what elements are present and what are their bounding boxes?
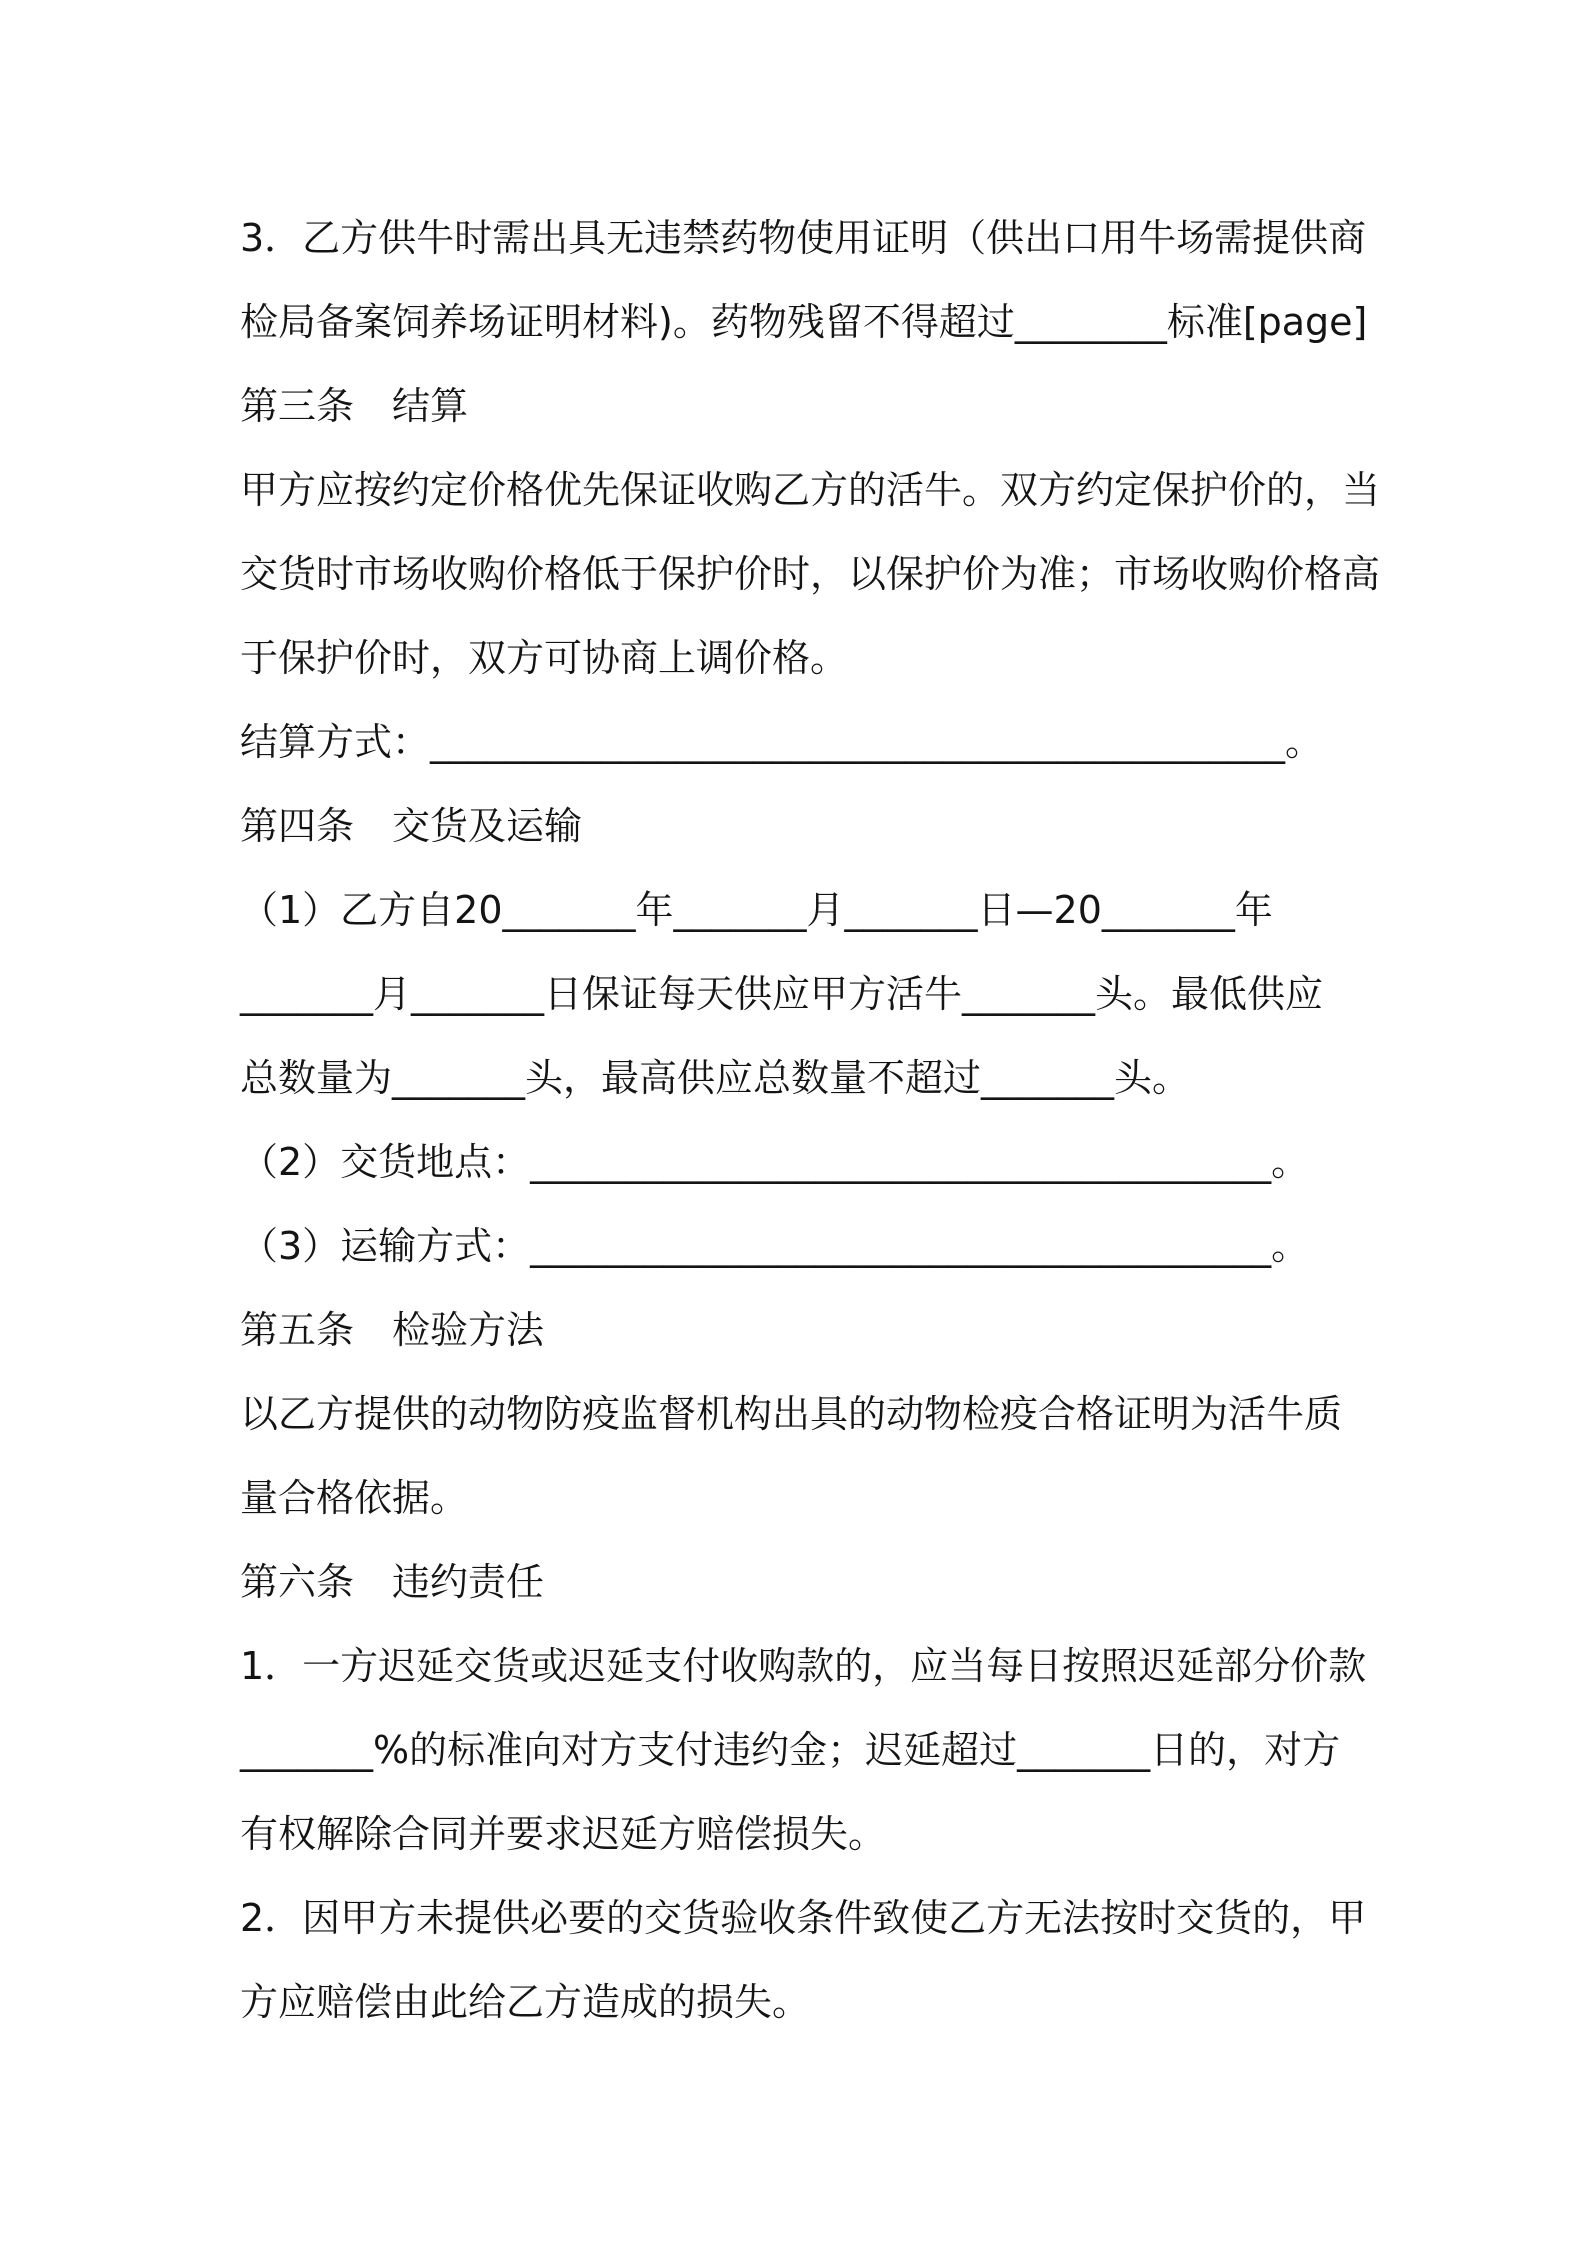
delivery-item-1-line-2: _______月_______日保证每天供应甲方活牛_______头。最低供应 [240,972,1324,1016]
delivery-item-1-line-1: （1）乙方自20_______年_______月_______日—20_______年 [240,888,1273,932]
transport-method-line: （3）运输方式：_______________________________________。 [240,1224,1310,1268]
clause-3-line-2: 检局备案饲养场证明材料)。药物残留不得超过________标准[page] [240,300,1368,344]
article-3-heading: 第三条 结算 [240,384,469,428]
liability-2-line-2: 方应赔偿由此给乙方造成的损失。 [240,1980,811,2024]
article-3-para-line-1: 甲方应按约定价格优先保证收购乙方的活牛。双方约定保护价的，当 [240,468,1381,512]
article-3-para-line-2: 交货时市场收购价格低于保护价时，以保护价为准；市场收购价格高 [240,552,1381,596]
liability-1-line-3: 有权解除合同并要求迟延方赔偿损失。 [240,1812,887,1856]
delivery-location-line: （2）交货地点：_______________________________________。 [240,1140,1310,1184]
contract-text [240,196,1381,2044]
article-5-heading: 第五条 检验方法 [240,1308,545,1352]
article-3-para-line-3: 于保护价时，双方可协商上调价格。 [240,636,849,680]
liability-1-line-2: _______%的标准向对方支付违约金；迟延超过_______日的，对方 [240,1728,1341,1772]
liability-2-line-1: 2．因甲方未提供必要的交货验收条件致使乙方无法按时交货的，甲 [240,1896,1367,1940]
article-6-heading: 第六条 违约责任 [240,1560,545,1604]
liability-1-line-1: 1．一方迟延交货或迟延支付收购款的，应当每日按照迟延部分价款 [240,1644,1367,1688]
delivery-item-1-line-3: 总数量为_______头，最高供应总数量不超过_______头。 [240,1056,1191,1100]
clause-3-line-1: 3．乙方供牛时需出具无违禁药物使用证明（供出口用牛场需提供商 [240,216,1367,260]
article-4-heading: 第四条 交货及运输 [240,804,583,848]
settlement-method-line: 结算方式：_____________________________________________。 [240,720,1324,764]
article-5-para-line-2: 量合格依据。 [240,1476,469,1520]
article-5-para-line-1: 以乙方提供的动物防疫监督机构出具的动物检疫合格证明为活牛质 [240,1392,1343,1436]
